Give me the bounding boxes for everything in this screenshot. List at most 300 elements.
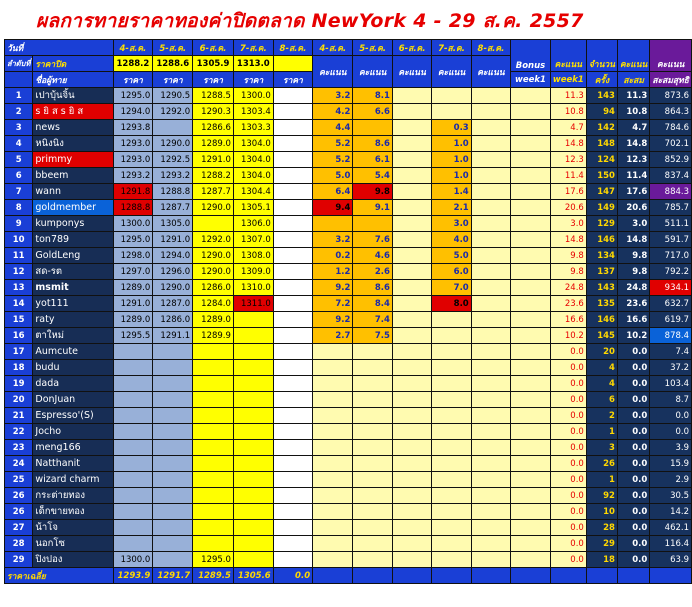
row-number: 1 xyxy=(5,88,33,104)
guess-price-1: 1291.0 xyxy=(113,296,153,312)
score-2 xyxy=(353,536,392,552)
row-number: 21 xyxy=(5,408,33,424)
net-total: 878.4 xyxy=(650,328,692,344)
bonus-value xyxy=(511,200,551,216)
play-count: 147 xyxy=(586,184,617,200)
week-score: 0.0 xyxy=(550,520,586,536)
score-5 xyxy=(471,536,510,552)
net-total: 873.6 xyxy=(650,88,692,104)
net-total: 852.9 xyxy=(650,152,692,168)
name-label: ชื่อผู้ทาย xyxy=(33,72,113,88)
participant-name: กระต่ายทอง xyxy=(33,488,113,504)
score-5 xyxy=(471,344,510,360)
score-3 xyxy=(392,360,431,376)
participant-name: GoldLeng xyxy=(33,248,113,264)
week-score: 9.8 xyxy=(550,248,586,264)
guess-price-3 xyxy=(193,392,234,408)
guess-price-3: 1289.9 xyxy=(193,328,234,344)
score-3 xyxy=(392,88,431,104)
week-score: 16.6 xyxy=(550,312,586,328)
guess-price-5 xyxy=(273,440,312,456)
accum-score: 0.0 xyxy=(617,536,649,552)
week-score: 11.4 xyxy=(550,168,586,184)
guess-price-2 xyxy=(153,504,193,520)
score-1 xyxy=(313,440,353,456)
play-count: 1 xyxy=(586,472,617,488)
play-count: 10 xyxy=(586,504,617,520)
guess-price-2: 1292.0 xyxy=(153,104,193,120)
score-2: 7.4 xyxy=(353,312,392,328)
row-number: 13 xyxy=(5,280,33,296)
price-header-5: ราคา xyxy=(273,72,312,88)
guess-price-1 xyxy=(113,472,153,488)
score-1: 2.7 xyxy=(313,328,353,344)
score-5 xyxy=(471,552,510,568)
guess-price-3: 1295.0 xyxy=(193,552,234,568)
guess-price-4: 1308.0 xyxy=(233,248,273,264)
price-header-2: ราคา xyxy=(153,72,193,88)
play-count: 29 xyxy=(586,536,617,552)
row-number: 7 xyxy=(5,184,33,200)
score-date-col-2: 5-ส.ค. xyxy=(353,40,392,56)
guess-price-4 xyxy=(233,472,273,488)
bonus-value xyxy=(511,424,551,440)
week-score: 0.0 xyxy=(550,536,586,552)
net-total: 785.7 xyxy=(650,200,692,216)
week-score: 0.0 xyxy=(550,360,586,376)
week-header xyxy=(550,40,586,72)
guess-price-2: 1290.5 xyxy=(153,88,193,104)
net-total: 702.1 xyxy=(650,136,692,152)
guess-price-4: 1305.1 xyxy=(233,200,273,216)
score-5 xyxy=(471,280,510,296)
guess-price-2 xyxy=(153,344,193,360)
score-5 xyxy=(471,408,510,424)
score-4 xyxy=(432,344,471,360)
row-number: 12 xyxy=(5,264,33,280)
table-row xyxy=(5,184,692,200)
score-5 xyxy=(471,152,510,168)
guess-price-3: 1290.0 xyxy=(193,264,234,280)
date-col-5: 8-ส.ค. xyxy=(273,40,312,56)
guess-price-1: 1300.0 xyxy=(113,552,153,568)
guess-price-2: 1305.0 xyxy=(153,216,193,232)
guess-price-2: 1287.7 xyxy=(153,200,193,216)
score-1: 4.4 xyxy=(313,120,353,136)
guess-price-1: 1293.0 xyxy=(113,136,153,152)
bonus-header xyxy=(511,40,551,72)
net-total: 884.3 xyxy=(650,184,692,200)
guess-price-2: 1294.0 xyxy=(153,248,193,264)
bonus-sub: week1 xyxy=(511,72,551,88)
row-number: 2 xyxy=(5,104,33,120)
order-label: ลำดับที่ xyxy=(5,56,33,72)
week-score: 0.0 xyxy=(550,392,586,408)
guess-price-2 xyxy=(153,408,193,424)
guess-price-1 xyxy=(113,408,153,424)
guess-price-3 xyxy=(193,456,234,472)
guess-price-1: 1294.0 xyxy=(113,104,153,120)
play-count: 3 xyxy=(586,440,617,456)
participant-name: ตาใหม่ xyxy=(33,328,113,344)
score-4 xyxy=(432,312,471,328)
average-row xyxy=(5,568,692,584)
guess-price-5 xyxy=(273,536,312,552)
participant-name: bbeem xyxy=(33,168,113,184)
net-total: 0.0 xyxy=(650,424,692,440)
accum-score: 0.0 xyxy=(617,472,649,488)
accum-score: 0.0 xyxy=(617,504,649,520)
score-4 xyxy=(432,456,471,472)
participant-name: สด-รต xyxy=(33,264,113,280)
table-row xyxy=(5,136,692,152)
table-row xyxy=(5,168,692,184)
guess-price-4 xyxy=(233,392,273,408)
accum-score: 0.0 xyxy=(617,456,649,472)
footer-blank xyxy=(650,568,692,584)
row-number: 4 xyxy=(5,136,33,152)
play-count: 6 xyxy=(586,392,617,408)
accum-header xyxy=(617,40,649,72)
score-3 xyxy=(392,120,431,136)
guess-price-5 xyxy=(273,88,312,104)
score-1 xyxy=(313,408,353,424)
guess-price-2 xyxy=(153,424,193,440)
accum-score: 9.8 xyxy=(617,264,649,280)
score-4 xyxy=(432,360,471,376)
guess-price-4 xyxy=(233,456,273,472)
net-total: 30.5 xyxy=(650,488,692,504)
guess-price-1: 1297.0 xyxy=(113,264,153,280)
guess-price-5 xyxy=(273,184,312,200)
guess-price-4: 1309.0 xyxy=(233,264,273,280)
closing-price-4: 1313.0 xyxy=(233,56,273,72)
guess-price-3 xyxy=(193,344,234,360)
table-row xyxy=(5,456,692,472)
guess-price-1 xyxy=(113,488,153,504)
row-number: 16 xyxy=(5,328,33,344)
participant-name: เปาบุ้นจิ้น xyxy=(33,88,113,104)
score-4: 1.0 xyxy=(432,136,471,152)
closing-label: ราคาปิด xyxy=(33,56,113,72)
participant-name: นอกโซ xyxy=(33,536,113,552)
count-label: จำนวน xyxy=(588,60,615,70)
score-5 xyxy=(471,232,510,248)
score-4 xyxy=(432,424,471,440)
score-2: 5.4 xyxy=(353,168,392,184)
table-row xyxy=(5,88,692,104)
net-total: 63.9 xyxy=(650,552,692,568)
score-4 xyxy=(432,440,471,456)
accum-score: 14.8 xyxy=(617,136,649,152)
score-1 xyxy=(313,488,353,504)
row-number: 25 xyxy=(5,472,33,488)
footer-blank xyxy=(392,568,431,584)
week-label: คะแนน xyxy=(554,60,582,70)
score-3 xyxy=(392,296,431,312)
guess-price-3: 1289.0 xyxy=(193,136,234,152)
accum-score: 3.0 xyxy=(617,216,649,232)
bonus-value xyxy=(511,216,551,232)
accum-sub: สะสม xyxy=(617,72,649,88)
score-2: 9.8 xyxy=(353,184,392,200)
score-2: 7.6 xyxy=(353,232,392,248)
guess-price-3: 1286.0 xyxy=(193,280,234,296)
guess-price-4: 1306.0 xyxy=(233,216,273,232)
date-col-3: 6-ส.ค. xyxy=(193,40,234,56)
score-5 xyxy=(471,248,510,264)
play-count: 129 xyxy=(586,216,617,232)
play-count: 143 xyxy=(586,88,617,104)
score-1: 5.2 xyxy=(313,152,353,168)
week-score: 3.0 xyxy=(550,216,586,232)
accum-score: 4.7 xyxy=(617,120,649,136)
guess-price-2: 1291.1 xyxy=(153,328,193,344)
row-number: 10 xyxy=(5,232,33,248)
guess-price-4: 1310.0 xyxy=(233,280,273,296)
score-4: 4.0 xyxy=(432,232,471,248)
play-count: 146 xyxy=(586,312,617,328)
score-2: 8.6 xyxy=(353,280,392,296)
week-score: 10.8 xyxy=(550,104,586,120)
score-2: 8.6 xyxy=(353,136,392,152)
score-4: 7.0 xyxy=(432,280,471,296)
score-1 xyxy=(313,376,353,392)
week-score: 0.0 xyxy=(550,472,586,488)
guess-price-1: 1289.0 xyxy=(113,280,153,296)
net-total: 934.1 xyxy=(650,280,692,296)
score-3 xyxy=(392,520,431,536)
average-1: 1293.9 xyxy=(113,568,153,584)
guess-price-2 xyxy=(153,488,193,504)
closing-price-1: 1288.2 xyxy=(113,56,153,72)
guess-price-5 xyxy=(273,152,312,168)
guess-price-5 xyxy=(273,168,312,184)
bonus-value xyxy=(511,376,551,392)
week-sub: week1 xyxy=(550,72,586,88)
bonus-value xyxy=(511,360,551,376)
row-number: 11 xyxy=(5,248,33,264)
score-5 xyxy=(471,520,510,536)
score-1 xyxy=(313,520,353,536)
table-row xyxy=(5,232,692,248)
play-count: 4 xyxy=(586,360,617,376)
guess-price-4 xyxy=(233,520,273,536)
week-score: 14.8 xyxy=(550,136,586,152)
score-2 xyxy=(353,504,392,520)
score-3 xyxy=(392,552,431,568)
guess-price-5 xyxy=(273,296,312,312)
table-row xyxy=(5,360,692,376)
net-total: 619.7 xyxy=(650,312,692,328)
table-row xyxy=(5,312,692,328)
score-3 xyxy=(392,376,431,392)
net-total: 784.6 xyxy=(650,120,692,136)
accum-score: 11.4 xyxy=(617,168,649,184)
guess-price-2: 1291.0 xyxy=(153,232,193,248)
score-5 xyxy=(471,168,510,184)
score-2: 8.1 xyxy=(353,88,392,104)
table-row xyxy=(5,280,692,296)
score-4: 6.0 xyxy=(432,264,471,280)
score-3 xyxy=(392,200,431,216)
guess-price-4: 1304.0 xyxy=(233,136,273,152)
score-3 xyxy=(392,216,431,232)
guess-price-4 xyxy=(233,344,273,360)
guess-price-3: 1288.5 xyxy=(193,88,234,104)
accum-score: 17.6 xyxy=(617,184,649,200)
score-1: 5.0 xyxy=(313,168,353,184)
score-1: 6.4 xyxy=(313,184,353,200)
guess-price-3 xyxy=(193,520,234,536)
bonus-label: Bonus xyxy=(515,61,546,71)
guess-price-3 xyxy=(193,376,234,392)
score-1 xyxy=(313,456,353,472)
participant-name: dada xyxy=(33,376,113,392)
score-4: 8.0 xyxy=(432,296,471,312)
net-total: 717.0 xyxy=(650,248,692,264)
score-4 xyxy=(432,472,471,488)
score-1 xyxy=(313,424,353,440)
table-row xyxy=(5,376,692,392)
date-col-1: 4-ส.ค. xyxy=(113,40,153,56)
bonus-value xyxy=(511,344,551,360)
net-total: 103.4 xyxy=(650,376,692,392)
guess-price-4 xyxy=(233,424,273,440)
guess-price-3 xyxy=(193,536,234,552)
bonus-value xyxy=(511,88,551,104)
play-count: 4 xyxy=(586,376,617,392)
net-total: 864.3 xyxy=(650,104,692,120)
accum-score: 0.0 xyxy=(617,408,649,424)
score-4: 3.0 xyxy=(432,216,471,232)
participant-name: หนิงนิง xyxy=(33,136,113,152)
score-1: 3.2 xyxy=(313,88,353,104)
score-date-col-3: 6-ส.ค. xyxy=(392,40,431,56)
average-3: 1289.5 xyxy=(193,568,234,584)
row-number: 8 xyxy=(5,200,33,216)
bonus-value xyxy=(511,328,551,344)
table-row xyxy=(5,472,692,488)
guess-price-2 xyxy=(153,472,193,488)
participant-name: wann xyxy=(33,184,113,200)
week-score: 0.0 xyxy=(550,376,586,392)
accum-score: 23.6 xyxy=(617,296,649,312)
score-5 xyxy=(471,200,510,216)
row-number: 6 xyxy=(5,168,33,184)
week-score: 0.0 xyxy=(550,344,586,360)
score-2 xyxy=(353,456,392,472)
price-header-4: ราคา xyxy=(233,72,273,88)
guess-price-2: 1290.0 xyxy=(153,136,193,152)
guess-price-3 xyxy=(193,488,234,504)
participant-name: ปิงปอง xyxy=(33,552,113,568)
guess-price-4: 1303.4 xyxy=(233,104,273,120)
net-total: 591.7 xyxy=(650,232,692,248)
table-row xyxy=(5,520,692,536)
guess-price-5 xyxy=(273,328,312,344)
row-number: 20 xyxy=(5,392,33,408)
score-2 xyxy=(353,488,392,504)
accum-score: 20.6 xyxy=(617,200,649,216)
table-row xyxy=(5,408,692,424)
net-total: 462.1 xyxy=(650,520,692,536)
count-sub: ครั้ง xyxy=(586,72,617,88)
guess-price-3: 1289.0 xyxy=(193,312,234,328)
score-1 xyxy=(313,216,353,232)
score-2: 4.6 xyxy=(353,248,392,264)
score-2 xyxy=(353,344,392,360)
row-number: 26 xyxy=(5,488,33,504)
net-total: 14.2 xyxy=(650,504,692,520)
net-total: 37.2 xyxy=(650,360,692,376)
score-3 xyxy=(392,456,431,472)
guess-price-5 xyxy=(273,424,312,440)
score-3 xyxy=(392,440,431,456)
row-number: 23 xyxy=(5,440,33,456)
week-score: 17.6 xyxy=(550,184,586,200)
bonus-value xyxy=(511,552,551,568)
guess-price-5 xyxy=(273,280,312,296)
play-count: 134 xyxy=(586,248,617,264)
score-3 xyxy=(392,232,431,248)
guess-price-1: 1295.0 xyxy=(113,88,153,104)
guess-price-3 xyxy=(193,408,234,424)
bonus-value xyxy=(511,488,551,504)
guess-price-1: 1293.0 xyxy=(113,152,153,168)
guess-price-4: 1311.0 xyxy=(233,296,273,312)
play-count: 124 xyxy=(586,152,617,168)
guess-price-2: 1296.0 xyxy=(153,264,193,280)
score-header-1: คะแนน xyxy=(313,56,353,88)
score-4: 1.4 xyxy=(432,184,471,200)
net-total: 7.4 xyxy=(650,344,692,360)
score-3 xyxy=(392,136,431,152)
score-2: 8.4 xyxy=(353,296,392,312)
score-2 xyxy=(353,360,392,376)
score-2: 6.1 xyxy=(353,152,392,168)
score-header-2: คะแนน xyxy=(353,56,392,88)
bonus-value xyxy=(511,472,551,488)
net-total: 8.7 xyxy=(650,392,692,408)
footer-blank xyxy=(617,568,649,584)
footer-blank xyxy=(353,568,392,584)
week-score: 20.6 xyxy=(550,200,586,216)
closing-price-3: 1305.9 xyxy=(193,56,234,72)
row-number: 3 xyxy=(5,120,33,136)
bonus-value xyxy=(511,168,551,184)
participant-name: Aumcute xyxy=(33,344,113,360)
score-table xyxy=(4,39,692,584)
score-4 xyxy=(432,504,471,520)
score-4: 1.0 xyxy=(432,168,471,184)
page-title: ผลการทายราคาทองค่าปิดตลาด NewYork 4 - 29 ส.ค. 2557 xyxy=(36,10,584,32)
accum-label: คะแนน xyxy=(619,60,648,70)
row-number: 17 xyxy=(5,344,33,360)
score-4: 5.0 xyxy=(432,248,471,264)
play-count: 137 xyxy=(586,264,617,280)
guess-price-1 xyxy=(113,504,153,520)
participant-name: meng166 xyxy=(33,440,113,456)
participant-name: yot111 xyxy=(33,296,113,312)
bonus-value xyxy=(511,296,551,312)
row-number: 26 xyxy=(5,504,33,520)
average-label: ราคาเฉลี่ย xyxy=(5,568,114,584)
score-4 xyxy=(432,536,471,552)
score-2 xyxy=(353,520,392,536)
table-row xyxy=(5,552,692,568)
row-number: 22 xyxy=(5,424,33,440)
